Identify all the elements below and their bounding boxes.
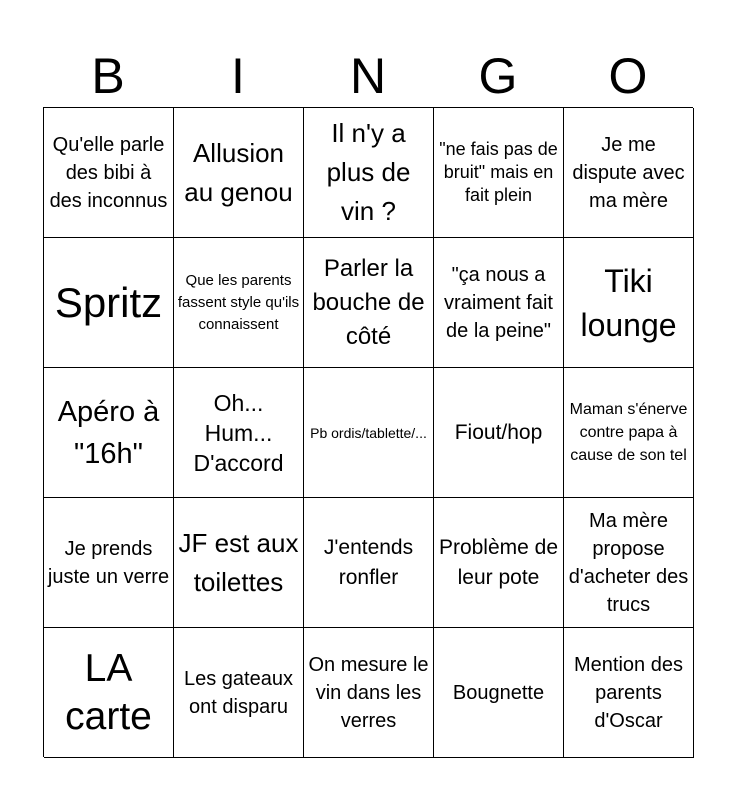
bingo-cell[interactable] — [564, 108, 694, 238]
cell-text: Tiki lounge — [580, 262, 677, 343]
cell-text: Bougnette — [452, 681, 545, 704]
cell-text: Les gateaux ont disparu — [184, 667, 293, 718]
cell-text: JF est aux toilettes — [178, 527, 299, 597]
cell-text: Apéro à "16h" — [57, 395, 160, 470]
cell-text: Qu'elle parle des bibi à des inconnus — [49, 133, 168, 212]
bingo-header — [43, 48, 693, 104]
cell-text: Que les parents fassent style qu'ils connaissent — [177, 271, 300, 333]
bingo-cell[interactable] — [174, 108, 304, 238]
header-letter-g: G — [478, 48, 518, 104]
bingo-cell[interactable] — [304, 108, 434, 238]
header-letter-b: B — [91, 48, 125, 104]
bingo-cell[interactable] — [434, 238, 564, 368]
header-letter-n: N — [349, 48, 387, 104]
header-letter-o: O — [608, 48, 648, 104]
cell-text: Allusion au genou — [184, 137, 293, 207]
cell-text: Fiout/hop — [454, 420, 543, 444]
bingo-cell[interactable] — [174, 628, 304, 758]
bingo-cell[interactable] — [174, 238, 304, 368]
cell-text: On mesure le vin dans les verres — [308, 653, 429, 732]
cell-text: "ça nous a vraiment fait de la peine" — [444, 263, 553, 342]
bingo-cell[interactable] — [44, 238, 174, 368]
cell-text: Pb ordis/tablette/... — [310, 424, 427, 441]
bingo-card-grid — [43, 107, 693, 757]
bingo-cell[interactable] — [304, 368, 434, 498]
cell-text: "ne fais pas de bruit" mais en fait plein — [439, 139, 558, 205]
bingo-cell[interactable] — [434, 498, 564, 628]
bingo-cell[interactable] — [174, 368, 304, 498]
cell-text: Il n'y a plus de vin ? — [326, 118, 411, 226]
bingo-cell[interactable] — [304, 498, 434, 628]
bingo-cell[interactable] — [434, 108, 564, 238]
bingo-cell[interactable] — [564, 368, 694, 498]
cell-text: Parler la bouche de côté — [312, 254, 425, 350]
header-letter-i: I — [231, 48, 245, 104]
bingo-cell[interactable] — [304, 628, 434, 758]
bingo-cell[interactable] — [174, 498, 304, 628]
bingo-cell[interactable] — [434, 368, 564, 498]
bingo-cell[interactable] — [564, 498, 694, 628]
cell-text: Je me dispute avec ma mère — [572, 133, 685, 212]
bingo-cell[interactable] — [44, 368, 174, 498]
cell-text: Ma mère propose d'acheter des trucs — [568, 509, 689, 616]
cell-text: Oh... Hum... D'accord — [193, 389, 284, 476]
bingo-cell[interactable] — [304, 238, 434, 368]
cell-text: J'entends ronfler — [323, 535, 414, 589]
bingo-cell[interactable] — [434, 628, 564, 758]
bingo-cell[interactable] — [44, 498, 174, 628]
cell-text: Je prends juste un verre — [47, 537, 170, 588]
cell-text: Mention des parents d'Oscar — [574, 653, 683, 732]
bingo-cell[interactable] — [564, 628, 694, 758]
bingo-cell[interactable] — [44, 628, 174, 758]
cell-text: LA carte — [65, 646, 152, 738]
cell-text: Spritz — [54, 278, 163, 326]
bingo-cell[interactable] — [44, 108, 174, 238]
cell-text: Problème de leur pote — [438, 535, 559, 589]
cell-text: Maman s'énerve contre papa à cause de son tel — [569, 401, 688, 464]
bingo-cell[interactable] — [564, 238, 694, 368]
